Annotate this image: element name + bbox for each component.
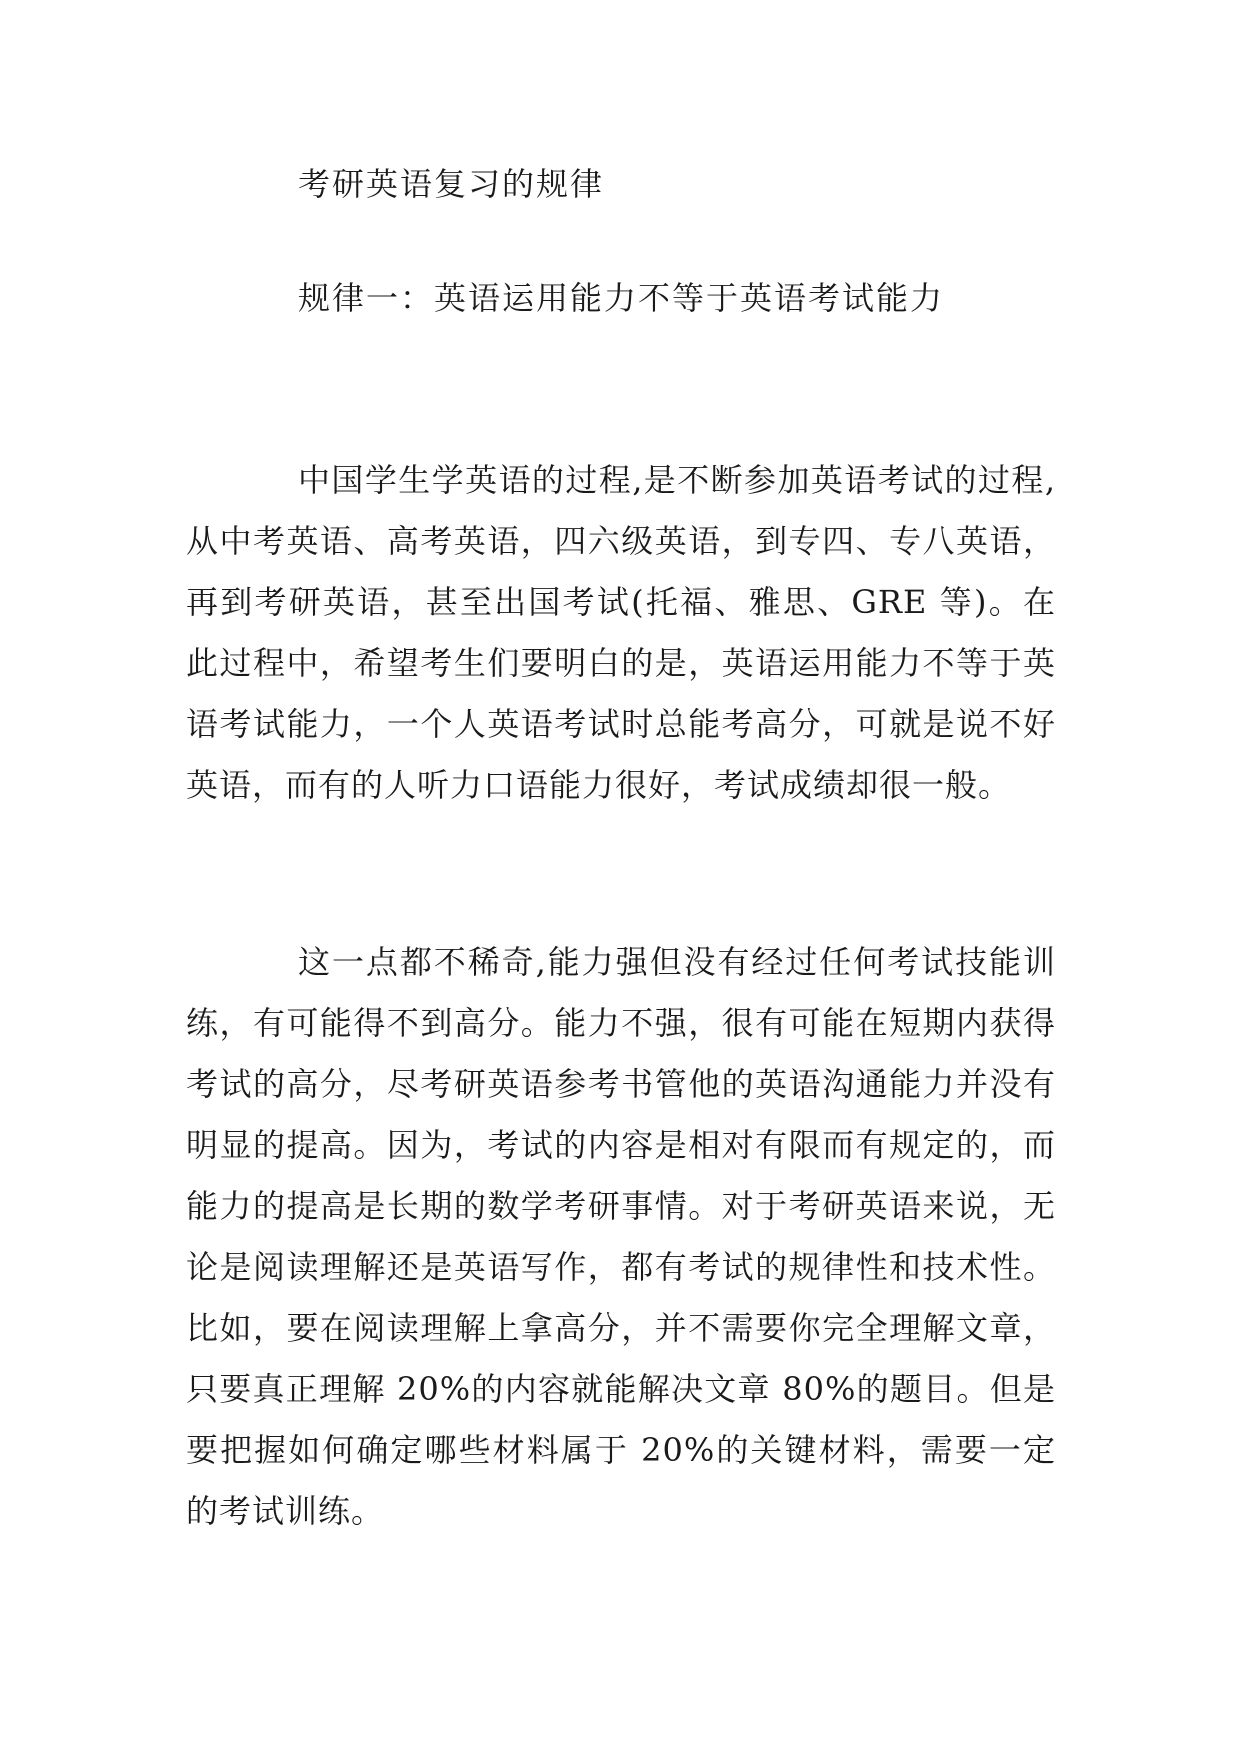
document-title: 考研英语复习的规律 (298, 165, 605, 203)
body-paragraph: 这一点都不稀奇,能力强但没有经过任何考试技能训练，有可能得不到高分。能力不强，很有可能在短期内获得考试的高分，尽考研英语参考书管他的英语沟通能力并没有明显的提高。因为，考试的内容是相对有限而有规定的，而能力的提高是长期的数学考研事情。对于考研英语来说，无论是阅读理解还是英语写作，都有考试的规律性和技术性。比如，要在阅读理解上拿高分，并不需要你完全理解文章，只要真正理解 20%的内容就能解决文章 80%的题目。但是要把握如何确定哪些材料属于 20%的关键材料，需要一定的考试训练。 (186, 943, 1056, 1530)
section-heading: 规律一：英语运用能力不等于英语考试能力 (298, 279, 945, 317)
body-paragraph: 中国学生学英语的过程,是不断参加英语考试的过程,从中考英语、高考英语，四六级英语，到专四、专八英语，再到考研英语，甚至出国考试(托福、雅思、GRE 等)。在此过程中，希望考生们要明白的是，英语运用能力不等于英语考试能力，一个人英语考试时总能考高分，可就是说不好英语，而有的人听力口语能力很好，考试成绩却很一般。 (186, 461, 1056, 804)
